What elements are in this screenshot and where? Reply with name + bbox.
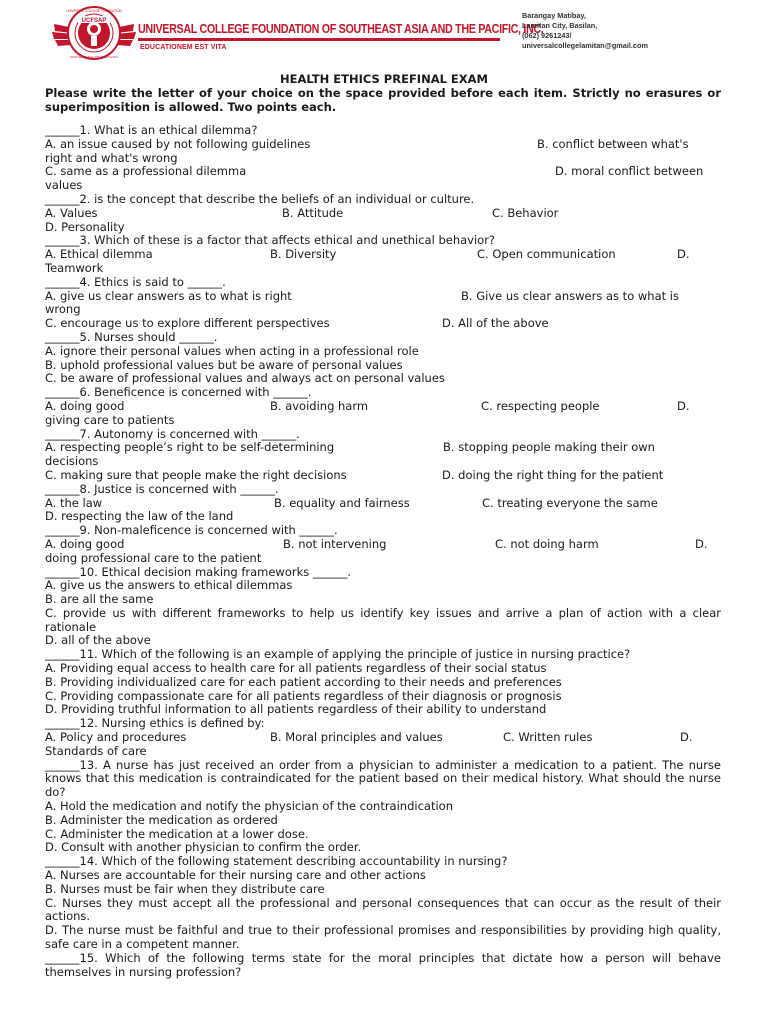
logo-abbreviation: UCFSAP xyxy=(81,18,107,24)
option-continuation: decisions xyxy=(45,454,99,469)
option-d: D. doing the right thing for the patient xyxy=(442,467,664,482)
option-d: D. moral conflict between xyxy=(555,164,704,179)
option-b: B. Diversity xyxy=(270,247,337,262)
option-b: B. avoiding harm xyxy=(270,398,369,413)
question-stem: ______10. Ethical decision making frameworks ______. xyxy=(45,564,352,579)
option-b: B. equality and fairness xyxy=(274,495,410,510)
contact-line: Barangay Matibay, xyxy=(522,11,586,20)
option-d: D. all of the above xyxy=(45,633,151,648)
option-d: D. xyxy=(677,398,690,413)
question-7 xyxy=(45,428,721,483)
question-stem: ______1. What is an ethical dilemma? xyxy=(45,123,258,137)
question-6 xyxy=(45,386,721,427)
option-d: D. Consult with another physician to confirm the order. xyxy=(45,840,362,855)
option-c: C. respecting people xyxy=(481,398,600,413)
option-continuation: Teamwork xyxy=(45,260,104,275)
question-stem: ______8. Justice is concerned with ______. xyxy=(45,481,279,496)
question-stem: ______12. Nursing ethics is defined by: xyxy=(45,716,265,731)
option-b: B. uphold professional values but be aware of personal values xyxy=(45,357,403,372)
option-a: A. Policy and procedures xyxy=(45,730,187,745)
institution-name: UNIVERSAL COLLEGE FOUNDATION OF SOUTHEAST ASIA AND THE PACIFIC, INC. xyxy=(138,22,544,36)
option-continuation: doing professional care to the patient xyxy=(45,550,262,565)
option-c: C. be aware of professional values and always act on personal values xyxy=(45,371,445,386)
question-list xyxy=(45,124,721,979)
option-a: A. doing good xyxy=(45,398,125,413)
question-2 xyxy=(45,193,721,234)
option-continuation: right and what's wrong xyxy=(45,150,178,165)
question-stem: ______7. Autonomy is concerned with ______. xyxy=(45,426,300,441)
option-d: D. Personality xyxy=(45,219,125,234)
question-12 xyxy=(45,717,721,758)
question-3 xyxy=(45,234,721,275)
contact-line: Lamitan City, Basilan, xyxy=(522,21,598,30)
option-b: B. not intervening xyxy=(283,536,387,551)
option-a: A. doing good xyxy=(45,536,125,551)
option-b: B. conflict between what's xyxy=(537,136,689,151)
option-a: A. Values xyxy=(45,205,98,220)
question-9 xyxy=(45,524,721,565)
option-c: C. Open communication xyxy=(477,247,616,262)
institution-motto: EDUCATIONEM EST VITA xyxy=(140,44,227,51)
option-c: C. provide us with different frameworks to help us identify key issues and arrive a plan of action with a clear rationale xyxy=(45,605,721,634)
option-b: B. Nurses must be fair when they distribute care xyxy=(45,881,325,896)
option-c: C. Behavior xyxy=(492,205,559,220)
contact-email: universalcollegelamitan@gmail.com xyxy=(522,41,648,50)
question-stem: ______11. Which of the following is an example of applying the principle of justice in nursing practice? xyxy=(45,647,631,662)
question-stem: ______5. Nurses should ______. xyxy=(45,329,218,344)
exam-title: HEALTH ETHICS PREFINAL EXAM xyxy=(279,72,489,86)
option-c: C. Written rules xyxy=(503,730,593,745)
option-b: B. Administer the medication as ordered xyxy=(45,812,278,827)
exam-instructions: Please write the letter of your choice on the space provided before each item. Strictly no erasures or superimposition is allowed. Two points each. xyxy=(45,86,721,114)
option-a: A. give us the answers to ethical dilemmas xyxy=(45,578,293,593)
option-a: A. the law xyxy=(45,495,103,510)
header-divider xyxy=(138,38,500,41)
question-stem: ______4. Ethics is said to ______. xyxy=(45,274,226,289)
option-d: D. xyxy=(680,730,693,745)
question-11 xyxy=(45,648,721,717)
option-continuation: Standards of care xyxy=(45,743,147,758)
question-10 xyxy=(45,566,721,649)
option-a: A. Ethical dilemma xyxy=(45,247,153,262)
option-d: D. xyxy=(695,536,708,551)
question-13 xyxy=(45,759,721,856)
option-b: B. Providing individualized care for each patient according to their needs and preferences xyxy=(45,674,562,689)
question-stem: ______9. Non-maleficence is concerned with ______. xyxy=(45,523,338,538)
option-a: A. Hold the medication and notify the physician of the contraindication xyxy=(45,799,453,814)
college-seal-logo xyxy=(52,4,136,62)
option-d: D. xyxy=(677,247,690,262)
option-continuation: giving care to patients xyxy=(45,412,175,427)
question-4 xyxy=(45,276,721,331)
question-stem: ______3. Which of these is a factor that affects ethical and unethical behavior? xyxy=(45,233,496,248)
question-stem: ______6. Beneficence is concerned with ______. xyxy=(45,385,312,400)
option-d: D. The nurse must be faithful and true to their professional promises and responsibilities by providing high quality, safe care in a competent manner. xyxy=(45,923,721,952)
option-c: C. same as a professional dilemma xyxy=(45,164,247,179)
option-b: B. Moral principles and values xyxy=(270,730,443,745)
option-b: B. Attitude xyxy=(282,205,344,220)
question-14 xyxy=(45,855,721,952)
contact-line: (062) 9261243/ xyxy=(522,31,572,40)
option-a: A. Providing equal access to health care for all patients regardless of their social status xyxy=(45,661,547,676)
letterhead xyxy=(0,0,768,66)
option-a: A. give us clear answers as to what is right xyxy=(45,288,292,303)
question-stem: ______13. A nurse has just received an order from a physician to administer a medication to a patient. The nurse knows that this medication is contraindicated for the patient based on their medical history. What should the nurse do? xyxy=(45,757,721,800)
question-15 xyxy=(45,952,721,980)
option-d: D. respecting the law of the land xyxy=(45,509,234,524)
question-5 xyxy=(45,331,721,386)
option-continuation: values xyxy=(45,178,83,193)
option-c: C. Nurses they must accept all the professional and personal consequences that can occur as the result of their actions. xyxy=(45,895,721,924)
option-b: B. are all the same xyxy=(45,592,154,607)
question-1 xyxy=(45,124,721,193)
logo-top-text: UNIVERSAL COLLEGE FOUNDATION xyxy=(66,9,122,13)
option-c: C. Providing compassionate care for all patients regardless of their diagnosis or prognosis xyxy=(45,688,562,703)
logo-bottom-text: SOUTHEAST ASIA AND THE PACIFIC xyxy=(69,55,119,59)
question-stem: ______14. Which of the following statement describing accountability in nursing? xyxy=(45,854,508,869)
question-8 xyxy=(45,483,721,524)
option-d: D. All of the above xyxy=(442,316,549,331)
question-stem: ______2. is the concept that describe the beliefs of an individual or culture. xyxy=(45,191,475,206)
option-continuation: wrong xyxy=(45,302,81,317)
option-c: C. encourage us to explore different perspectives xyxy=(45,316,330,331)
contact-block xyxy=(522,11,648,51)
option-b: B. Give us clear answers as to what is xyxy=(461,288,679,303)
option-c: C. Administer the medication at a lower dose. xyxy=(45,826,309,841)
option-c: C. making sure that people make the right decisions xyxy=(45,467,347,482)
option-a: A. respecting people’s right to be self-determining xyxy=(45,440,335,455)
question-stem: ______15. Which of the following terms state for the moral principles that dictate how a person will behave themselves in nursing profession? xyxy=(45,950,721,979)
option-d: D. Providing truthful information to all patients regardless of their ability to understand xyxy=(45,702,547,717)
option-a: A. an issue caused by not following guidelines xyxy=(45,136,311,151)
option-c: C. treating everyone the same xyxy=(482,495,658,510)
option-a: A. Nurses are accountable for their nursing care and other actions xyxy=(45,868,426,883)
option-b: B. stopping people making their own xyxy=(443,440,655,455)
option-c: C. not doing harm xyxy=(495,536,599,551)
option-a: A. ignore their personal values when acting in a professional role xyxy=(45,343,419,358)
